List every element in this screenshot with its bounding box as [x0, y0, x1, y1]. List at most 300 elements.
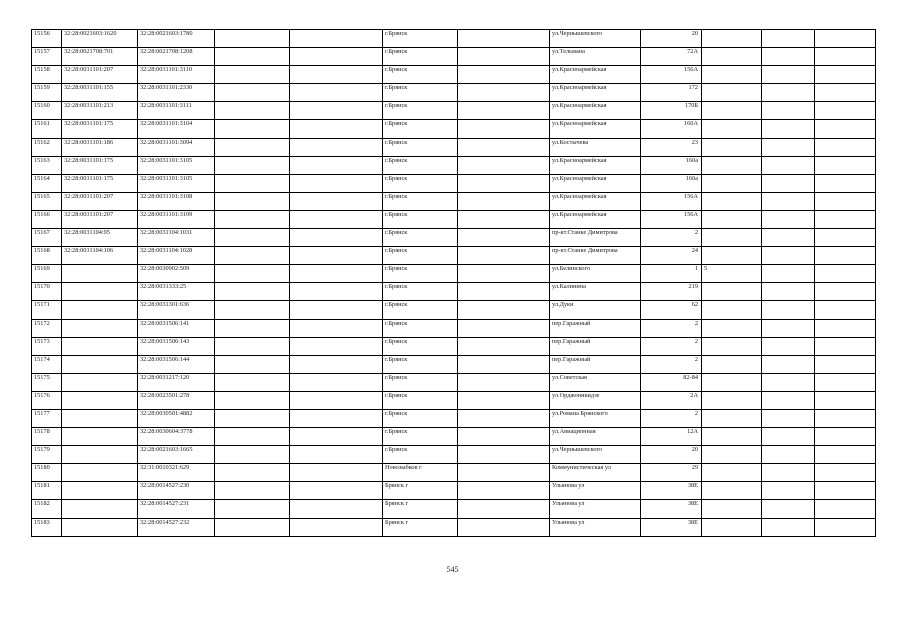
table-cell — [815, 391, 876, 409]
table-cell — [815, 428, 876, 446]
table-cell — [290, 84, 383, 102]
table-cell: 32:28:0023501:278 — [138, 391, 215, 409]
table-cell — [815, 120, 876, 138]
table-cell: 15158 — [32, 66, 62, 84]
table-cell — [215, 84, 290, 102]
table-cell — [290, 301, 383, 319]
table-cell — [458, 283, 550, 301]
table-cell: 32:28:0031101:175 — [62, 156, 138, 174]
table-cell: 2 — [641, 319, 702, 337]
table-cell — [290, 48, 383, 66]
table-cell: г.Брянск — [383, 210, 458, 228]
table-cell — [702, 409, 762, 427]
table-cell — [762, 319, 815, 337]
table-row — [32, 30, 876, 48]
table-cell: ул.Чернышевского — [550, 446, 641, 464]
table-cell — [458, 48, 550, 66]
table-cell: 32:28:0031104:95 — [62, 229, 138, 247]
table-cell — [215, 464, 290, 482]
table-cell: г.Брянск — [383, 319, 458, 337]
table-cell: 32:28:0031101:207 — [62, 210, 138, 228]
table-row — [32, 428, 876, 446]
table-row — [32, 283, 876, 301]
table-row — [32, 500, 876, 518]
table-row — [32, 355, 876, 373]
table-cell — [290, 192, 383, 210]
table-cell: 32:28:0030902:509 — [138, 265, 215, 283]
table-cell — [762, 482, 815, 500]
table-cell: Ульянова ул — [550, 482, 641, 500]
table-cell: 15172 — [32, 319, 62, 337]
table-row — [32, 102, 876, 120]
table-cell — [62, 464, 138, 482]
table-cell: г.Брянск — [383, 446, 458, 464]
table-row — [32, 337, 876, 355]
table-cell: г.Брянск — [383, 301, 458, 319]
table-cell: 2 — [641, 409, 702, 427]
table-row — [32, 84, 876, 102]
table-cell — [702, 301, 762, 319]
table-cell — [815, 192, 876, 210]
table-cell: пр-кт.Станке Димитрова — [550, 247, 641, 265]
table-cell: 62 — [641, 301, 702, 319]
table-cell: 5 — [702, 265, 762, 283]
table-cell — [290, 247, 383, 265]
table-cell — [458, 247, 550, 265]
table-cell: г.Брянск — [383, 174, 458, 192]
table-cell — [62, 500, 138, 518]
table-cell: 24 — [641, 247, 702, 265]
table-row — [32, 229, 876, 247]
table-cell — [815, 283, 876, 301]
table-cell — [458, 210, 550, 228]
table-cell: г.Брянск — [383, 30, 458, 48]
table-cell — [290, 156, 383, 174]
table-cell: Брянск г — [383, 482, 458, 500]
table-cell — [702, 337, 762, 355]
table-cell — [702, 174, 762, 192]
table-cell: 72А — [641, 48, 702, 66]
table-cell — [762, 355, 815, 373]
table-cell — [62, 428, 138, 446]
table-cell: ул.Чернышевского — [550, 30, 641, 48]
table-cell — [215, 174, 290, 192]
table-cell: Коммунистическая ул — [550, 464, 641, 482]
table-cell — [290, 283, 383, 301]
table-cell: г.Брянск — [383, 409, 458, 427]
table-cell — [762, 120, 815, 138]
table-cell: г.Брянск — [383, 391, 458, 409]
table-cell — [215, 138, 290, 156]
table-cell — [702, 210, 762, 228]
table-row — [32, 391, 876, 409]
table-cell: 23 — [641, 138, 702, 156]
table-cell — [290, 482, 383, 500]
table-cell: ул.Романа Брянского — [550, 409, 641, 427]
table-cell: 32:28:0031104:1031 — [138, 229, 215, 247]
table-cell: 15156 — [32, 30, 62, 48]
table-cell: 32:28:0031101:3094 — [138, 138, 215, 156]
table-cell: 15177 — [32, 409, 62, 427]
table-cell: Ульянова ул — [550, 518, 641, 536]
table-cell: 15174 — [32, 355, 62, 373]
table-cell: 15176 — [32, 391, 62, 409]
table-cell — [215, 283, 290, 301]
table-cell — [702, 66, 762, 84]
table-cell — [458, 518, 550, 536]
table-cell — [762, 464, 815, 482]
table-cell — [702, 391, 762, 409]
table-cell — [215, 428, 290, 446]
table-cell: 32:28:0014527:231 — [138, 500, 215, 518]
table-cell: 12А — [641, 428, 702, 446]
table-cell: 15182 — [32, 500, 62, 518]
table-cell — [702, 355, 762, 373]
table-cell: пер.Гаражный — [550, 319, 641, 337]
table-cell: 15175 — [32, 373, 62, 391]
table-cell — [702, 319, 762, 337]
table-cell: г.Брянск — [383, 229, 458, 247]
table-cell — [458, 337, 550, 355]
table-cell — [458, 138, 550, 156]
table-cell: 32:28:0030501:4882 — [138, 409, 215, 427]
table-cell: 20 — [641, 30, 702, 48]
table-cell — [815, 482, 876, 500]
table-cell: 15166 — [32, 210, 62, 228]
table-cell — [702, 464, 762, 482]
table-cell — [762, 66, 815, 84]
table-cell: 38Е — [641, 482, 702, 500]
table-cell — [62, 446, 138, 464]
table-row — [32, 138, 876, 156]
table-cell — [62, 301, 138, 319]
table-cell — [762, 30, 815, 48]
table-cell — [290, 120, 383, 138]
table-cell — [815, 102, 876, 120]
table-row — [32, 174, 876, 192]
table-cell — [215, 301, 290, 319]
table-cell — [762, 48, 815, 66]
table-cell: 15165 — [32, 192, 62, 210]
table-cell: ул.Калинина — [550, 283, 641, 301]
table-cell: ул.Авиационная — [550, 428, 641, 446]
table-cell: 15163 — [32, 156, 62, 174]
table-cell: 15183 — [32, 518, 62, 536]
table-cell — [702, 518, 762, 536]
table-cell — [762, 337, 815, 355]
table-cell: 32:28:0031101:175 — [62, 174, 138, 192]
table-cell — [290, 229, 383, 247]
table-cell — [762, 265, 815, 283]
table-cell — [702, 138, 762, 156]
table-cell — [62, 409, 138, 427]
table-cell — [458, 355, 550, 373]
table-cell — [762, 229, 815, 247]
table-cell — [762, 102, 815, 120]
table-cell — [215, 247, 290, 265]
table-cell: 32:28:0031506:143 — [138, 337, 215, 355]
table-cell: 15180 — [32, 464, 62, 482]
table-cell: ул.Красноармейская — [550, 192, 641, 210]
table-cell — [215, 319, 290, 337]
table-cell: ул.Красноармейская — [550, 84, 641, 102]
table-cell: г.Брянск — [383, 283, 458, 301]
table-cell: 32:28:0031101:3111 — [138, 102, 215, 120]
table-cell — [815, 48, 876, 66]
table-cell: 2 — [641, 355, 702, 373]
table-cell — [290, 210, 383, 228]
table-cell — [215, 102, 290, 120]
table-cell: пер.Гаражный — [550, 337, 641, 355]
table-cell — [762, 428, 815, 446]
table-cell: ул.Красноармейская — [550, 174, 641, 192]
table-cell: 160А — [641, 120, 702, 138]
table-cell — [702, 446, 762, 464]
table-cell: 32:28:0031101:175 — [62, 120, 138, 138]
table-cell: 2 — [641, 229, 702, 247]
table-cell — [762, 84, 815, 102]
table-cell — [62, 373, 138, 391]
table-cell: Ульянова ул — [550, 500, 641, 518]
table-cell — [815, 66, 876, 84]
table-cell — [762, 301, 815, 319]
table-cell — [815, 319, 876, 337]
table-cell — [290, 265, 383, 283]
table-cell — [815, 84, 876, 102]
table-cell — [62, 265, 138, 283]
table-cell: 156А — [641, 192, 702, 210]
table-cell: 82-84 — [641, 373, 702, 391]
table-cell: ул.Костычева — [550, 138, 641, 156]
table-row — [32, 518, 876, 536]
table-cell — [290, 138, 383, 156]
table-cell: 15173 — [32, 337, 62, 355]
table-cell — [458, 319, 550, 337]
table-cell — [215, 391, 290, 409]
registry-table-body — [32, 30, 876, 537]
table-cell — [215, 192, 290, 210]
table-cell: 32:28:0021708:701 — [62, 48, 138, 66]
table-row — [32, 265, 876, 283]
table-cell: 29 — [641, 464, 702, 482]
table-cell: пр-кт.Станке Димитрова — [550, 229, 641, 247]
table-cell: Новозыбков г — [383, 464, 458, 482]
table-cell — [62, 482, 138, 500]
table-cell: 32:28:0021603:1620 — [62, 30, 138, 48]
table-cell — [702, 156, 762, 174]
table-cell — [702, 247, 762, 265]
table-cell — [762, 156, 815, 174]
table-cell — [702, 373, 762, 391]
table-cell: ул.Дуки — [550, 301, 641, 319]
table-cell: ул.Тельмана — [550, 48, 641, 66]
table-cell — [290, 337, 383, 355]
table-cell — [215, 500, 290, 518]
table-cell — [815, 247, 876, 265]
table-cell — [762, 500, 815, 518]
table-cell — [215, 355, 290, 373]
table-cell: 219 — [641, 283, 702, 301]
table-cell — [815, 156, 876, 174]
table-cell — [215, 337, 290, 355]
table-cell: г.Брянск — [383, 84, 458, 102]
table-cell — [702, 229, 762, 247]
table-cell: г.Брянск — [383, 355, 458, 373]
table-cell: 15157 — [32, 48, 62, 66]
table-cell: 32:28:0031101:3104 — [138, 120, 215, 138]
table-cell — [458, 120, 550, 138]
table-cell — [815, 500, 876, 518]
table-cell — [458, 84, 550, 102]
table-cell: 32:31:0010321:629 — [138, 464, 215, 482]
table-cell: 32:28:0031101:213 — [62, 102, 138, 120]
table-cell — [815, 446, 876, 464]
table-cell — [815, 355, 876, 373]
table-cell: 32:28:0031301:636 — [138, 301, 215, 319]
table-cell — [215, 30, 290, 48]
table-cell — [702, 84, 762, 102]
table-cell: 15178 — [32, 428, 62, 446]
table-cell: 15161 — [32, 120, 62, 138]
table-cell — [762, 518, 815, 536]
table-cell: 32:28:0031101:3105 — [138, 156, 215, 174]
table-cell — [458, 265, 550, 283]
table-cell: ул.Орджоникидзе — [550, 391, 641, 409]
table-cell: 32:28:0031101:2330 — [138, 84, 215, 102]
table-cell: ул.Красноармейская — [550, 210, 641, 228]
table-cell: ул.Советская — [550, 373, 641, 391]
table-cell: 2 — [641, 337, 702, 355]
table-cell: ул.Красноармейская — [550, 66, 641, 84]
table-cell: Брянск г — [383, 518, 458, 536]
table-cell: 32:28:0031333:25 — [138, 283, 215, 301]
table-cell: 170Б — [641, 102, 702, 120]
table-row — [32, 373, 876, 391]
table-cell — [458, 301, 550, 319]
table-cell: г.Брянск — [383, 48, 458, 66]
table-cell — [458, 373, 550, 391]
table-cell: 15181 — [32, 482, 62, 500]
table-cell: 32:28:0031104:106 — [62, 247, 138, 265]
table-cell: 32:28:0031506:144 — [138, 355, 215, 373]
table-cell: г.Брянск — [383, 102, 458, 120]
table-cell — [215, 48, 290, 66]
table-cell — [762, 409, 815, 427]
table-cell: 20 — [641, 446, 702, 464]
table-cell — [458, 30, 550, 48]
table-cell: 32:28:0021708:1208 — [138, 48, 215, 66]
table-row — [32, 482, 876, 500]
table-cell — [702, 283, 762, 301]
table-cell — [762, 391, 815, 409]
table-row — [32, 192, 876, 210]
table-cell — [702, 120, 762, 138]
table-cell — [815, 210, 876, 228]
table-cell — [458, 192, 550, 210]
table-row — [32, 301, 876, 319]
table-cell: г.Брянск — [383, 428, 458, 446]
table-cell: 32:28:0031101:207 — [62, 192, 138, 210]
table-cell — [458, 156, 550, 174]
table-cell — [215, 265, 290, 283]
table-cell — [215, 373, 290, 391]
table-cell — [458, 500, 550, 518]
table-cell — [215, 229, 290, 247]
table-cell: 15171 — [32, 301, 62, 319]
table-row — [32, 464, 876, 482]
table-cell — [215, 518, 290, 536]
table-cell: 2А — [641, 391, 702, 409]
table-cell: 32:28:0031101:155 — [62, 84, 138, 102]
table-cell: 172 — [641, 84, 702, 102]
table-cell: 15162 — [32, 138, 62, 156]
table-cell: 32:28:0031101:3108 — [138, 192, 215, 210]
table-cell: г.Брянск — [383, 138, 458, 156]
table-cell — [702, 428, 762, 446]
table-cell: 32:28:0021603:1780 — [138, 30, 215, 48]
table-cell — [215, 446, 290, 464]
table-cell: г.Брянск — [383, 265, 458, 283]
table-cell — [702, 48, 762, 66]
table-cell — [815, 409, 876, 427]
table-cell: ул.Красноармейская — [550, 102, 641, 120]
table-row — [32, 319, 876, 337]
table-cell — [815, 30, 876, 48]
table-cell — [762, 247, 815, 265]
table-cell — [815, 229, 876, 247]
table-cell: г.Брянск — [383, 373, 458, 391]
table-cell: ул.Красноармейская — [550, 120, 641, 138]
table-cell — [815, 518, 876, 536]
table-cell — [762, 192, 815, 210]
table-cell: г.Брянск — [383, 337, 458, 355]
table-cell: г.Брянск — [383, 192, 458, 210]
table-cell — [215, 120, 290, 138]
table-row — [32, 156, 876, 174]
table-row — [32, 247, 876, 265]
table-cell — [290, 30, 383, 48]
table-row — [32, 48, 876, 66]
table-cell: 15159 — [32, 84, 62, 102]
table-cell: 15168 — [32, 247, 62, 265]
table-cell — [62, 355, 138, 373]
table-cell — [290, 446, 383, 464]
table-row — [32, 446, 876, 464]
table-cell: г.Брянск — [383, 66, 458, 84]
table-cell — [215, 156, 290, 174]
table-cell: 15160 — [32, 102, 62, 120]
table-cell: 156А — [641, 66, 702, 84]
table-cell — [458, 464, 550, 482]
table-cell — [290, 391, 383, 409]
table-cell: 32:28:0031104:1028 — [138, 247, 215, 265]
table-cell: г.Брянск — [383, 156, 458, 174]
table-cell — [815, 373, 876, 391]
table-cell — [290, 319, 383, 337]
registry-table — [31, 29, 876, 537]
table-cell: 32:28:0031101:3110 — [138, 66, 215, 84]
table-cell: 32:28:0031506:141 — [138, 319, 215, 337]
table-cell: 32:28:0014527:230 — [138, 482, 215, 500]
table-row — [32, 409, 876, 427]
table-cell — [702, 30, 762, 48]
table-cell — [815, 138, 876, 156]
table-cell — [62, 391, 138, 409]
table-cell: 38Е — [641, 518, 702, 536]
table-cell: 32:28:0031101:3109 — [138, 210, 215, 228]
table-cell — [702, 482, 762, 500]
table-cell: Брянск г — [383, 500, 458, 518]
